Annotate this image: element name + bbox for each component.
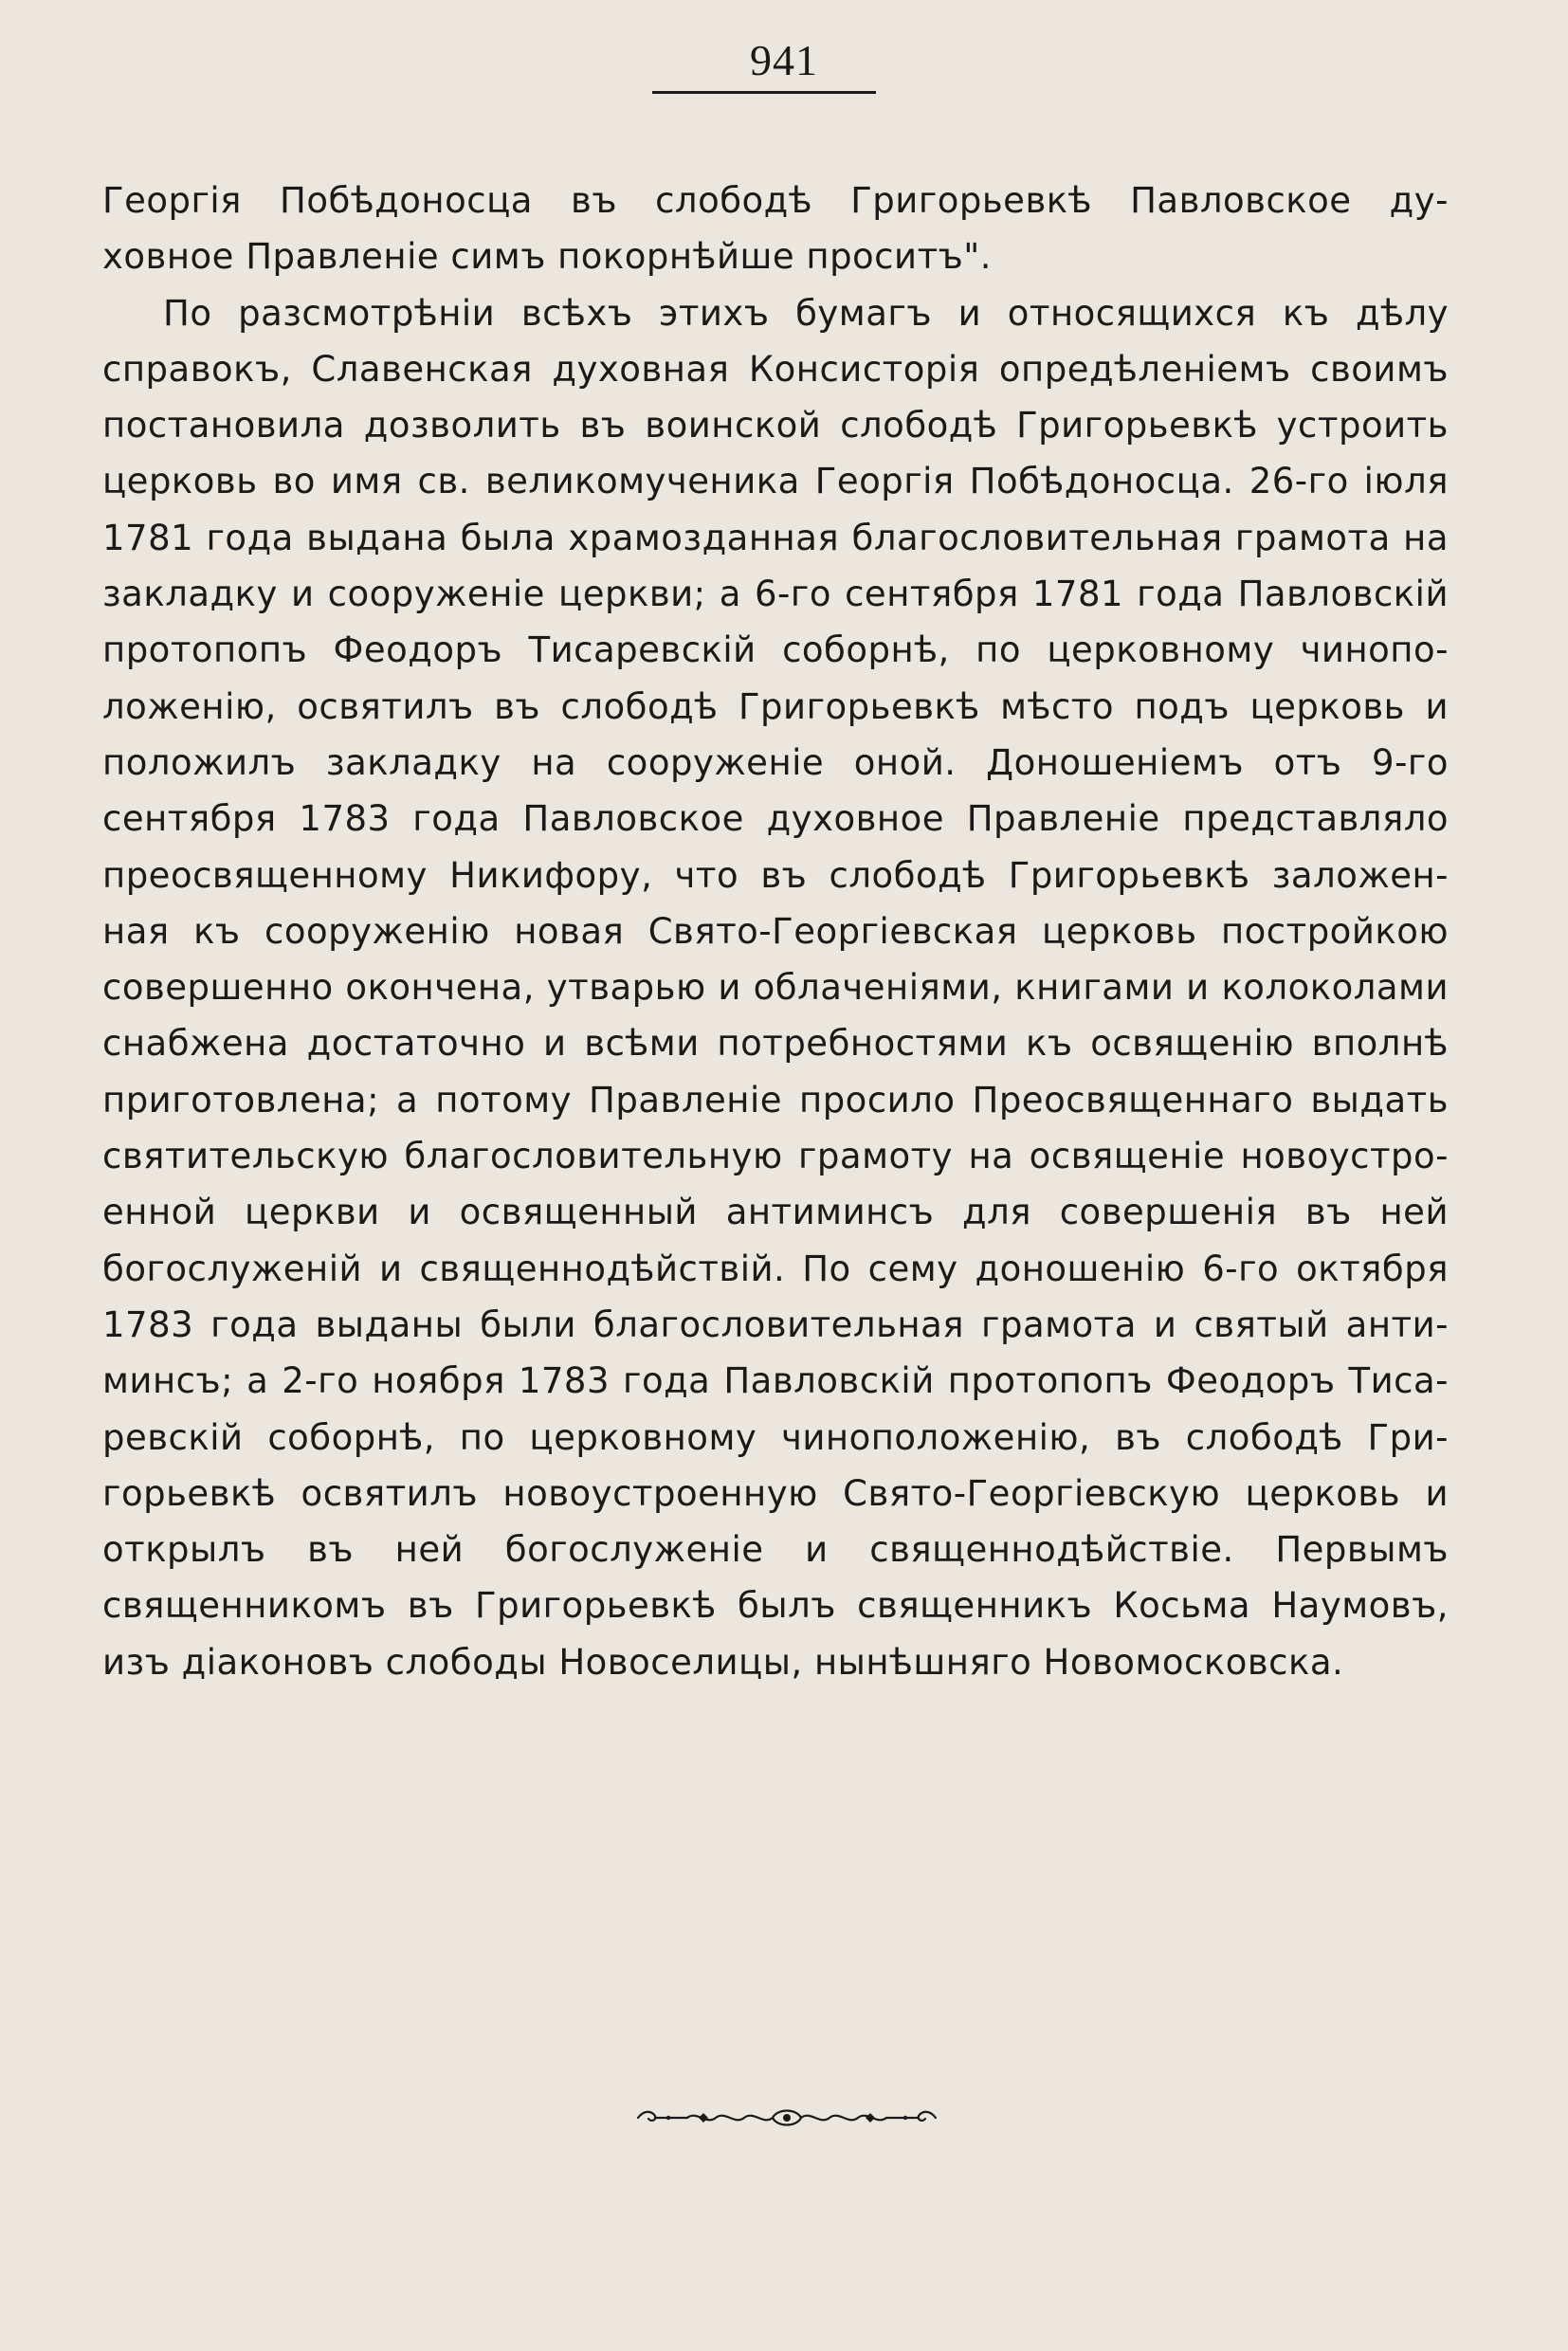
text-line: ховное Правленіе симъ покорнѣйше проситъ". [102, 236, 993, 278]
text-line: горьевкѣ освятилъ новоустроенную Свято-Георгіевскую церковь и [102, 1472, 1449, 1514]
text-line: церковь во имя св. великомученика Георгія Побѣдоносца. 26-го іюля [102, 461, 1449, 502]
text-line: ревскій соборнѣ, по церковному чиноположенію, въ слободѣ Гри- [102, 1416, 1449, 1458]
text-line: справокъ, Славенская духовная Консисторія опредѣленіемъ своимъ [102, 348, 1449, 390]
text-line: ложенію, освятилъ въ слободѣ Григорьевкѣ мѣсто подъ церковь и [102, 685, 1449, 727]
text-line: Георгія Побѣдоносца въ слободѣ Григорьевкѣ Павловское ду- [102, 180, 1449, 221]
text-line: сентября 1783 года Павловское духовное Правленіе представляло [102, 798, 1449, 840]
text-line: богослуженій и священнодѣйствій. По сему доношенію 6-го октября [102, 1248, 1449, 1289]
text-line: положилъ закладку на сооруженіе оной. Доношеніемъ отъ 9-го [102, 741, 1449, 783]
text-line: совершенно окончена, утварью и облаченіями, книгами и колоколами [102, 967, 1449, 1009]
text-line: приготовлена; а потому Правленіе просило Преосвященнаго выдать [102, 1079, 1449, 1121]
ornament-divider-icon [630, 2105, 943, 2131]
text-line: По разсмотрѣніи всѣхъ этихъ бумагъ и относящихся къ дѣлу [163, 292, 1449, 334]
text-line: изъ діаконовъ слободы Новоселицы, нынѣшняго Новомосковска. [102, 1641, 1344, 1683]
body-text [102, 173, 1449, 1690]
text-line: снабжена достаточно и всѣми потребностями къ освященію вполнѣ [102, 1023, 1449, 1065]
text-line: ная къ сооруженію новая Свято-Георгіевская церковь постройкою [102, 910, 1449, 952]
text-line: открылъ въ ней богослуженіе и священнодѣйствіе. Первымъ [102, 1529, 1449, 1571]
text-line: протопопъ Феодоръ Тисаревскій соборнѣ, по церковному чинопо- [102, 629, 1449, 671]
text-line: священникомъ въ Григорьевкѣ былъ священникъ Косьма Наумовъ, [102, 1585, 1449, 1627]
text-line: постановила дозволить въ воинской слободѣ Григорьевкѣ устроить [102, 405, 1449, 447]
text-line: енной церкви и освященный антиминсъ для совершенія въ ней [102, 1192, 1449, 1233]
page-number-rule [652, 91, 876, 94]
text-line: закладку и сооруженіе церкви; а 6-го сентября 1781 года Павловскій [102, 574, 1449, 615]
text-line: 1781 года выдана была храмозданная благословительная грамота на [102, 517, 1449, 558]
text-line: святительскую благословительную грамоту на освященіе новоустро- [102, 1136, 1449, 1177]
text-line: минсъ; а 2-го ноября 1783 года Павловскій протопопъ Феодоръ Тиса- [102, 1360, 1449, 1402]
page-number: 941 [750, 36, 818, 84]
text-line: 1783 года выданы были благословительная грамота и святый анти- [102, 1303, 1449, 1345]
text-line: преосвященному Никифору, что въ слободѣ Григорьевкѣ заложен- [102, 854, 1449, 896]
